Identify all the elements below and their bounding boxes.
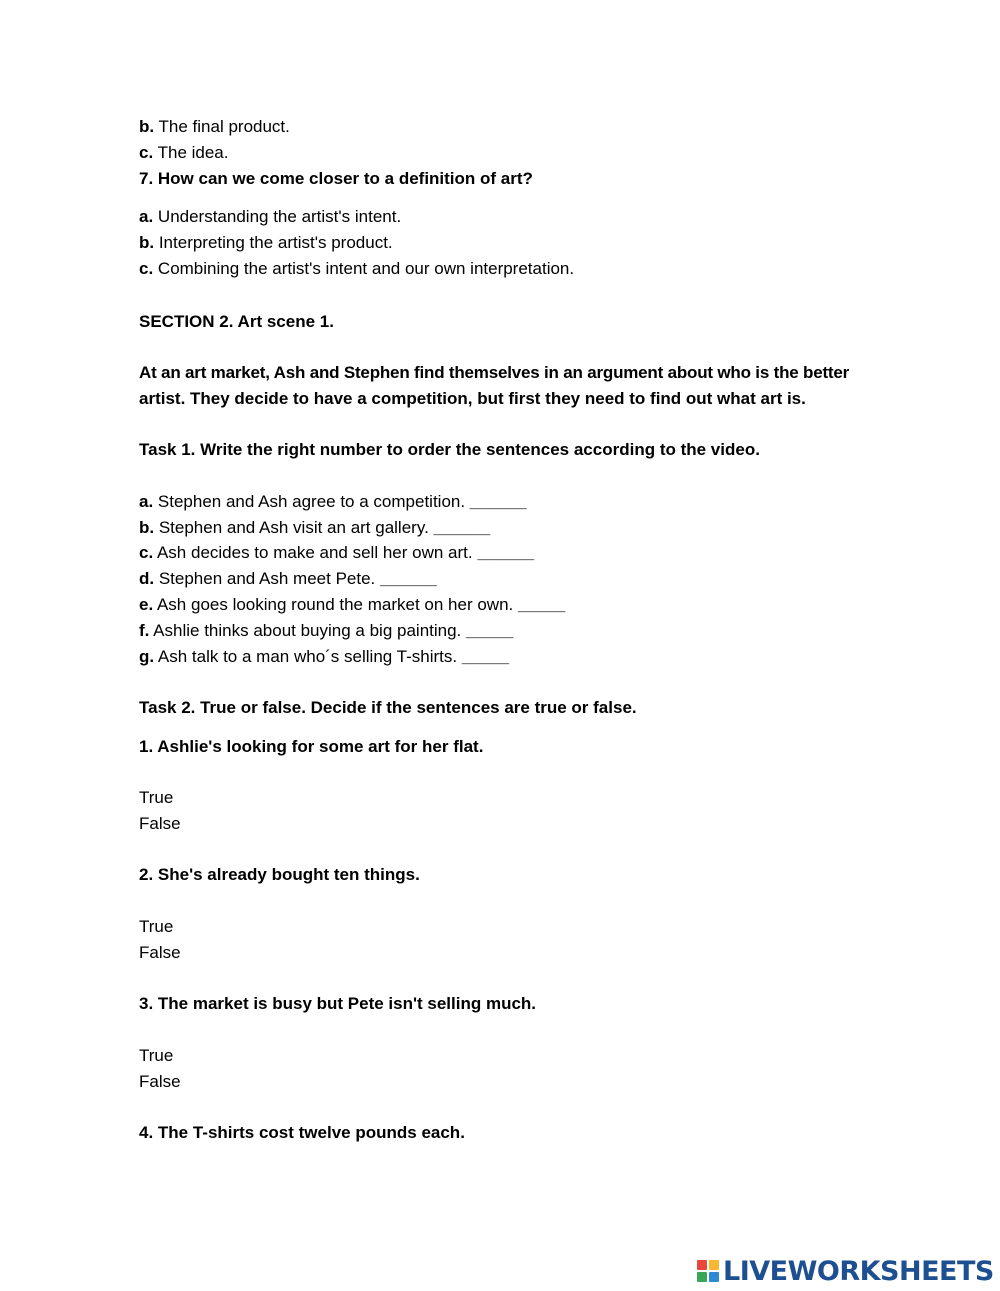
answer-blank[interactable]: _____ <box>461 647 510 666</box>
q7-option-c <box>139 258 574 280</box>
answer-blank[interactable]: ______ <box>477 543 535 562</box>
item-letter: e. <box>139 595 154 614</box>
item-text: Ashlie thinks about buying a big painting. <box>149 621 466 640</box>
logo-text: LIVEWORKSHEETS <box>723 1255 994 1287</box>
option-text: The idea. <box>153 143 229 162</box>
liveworksheets-logo <box>697 1255 994 1287</box>
answer-blank[interactable]: _____ <box>517 595 566 614</box>
item-text: Stephen and Ash meet Pete. <box>154 569 380 588</box>
q6-option-c <box>139 142 228 164</box>
item-letter: c. <box>139 543 154 562</box>
q7-question: 7. How can we come closer to a definition of art? <box>139 169 533 188</box>
task1-item-a <box>139 491 527 513</box>
false-option[interactable]: False <box>139 814 181 833</box>
option-text: Combining the artist's intent and our own interpretation. <box>153 259 575 278</box>
task1-item-b <box>139 517 490 539</box>
task1-title: Task 1. Write the right number to order the sentences according to the video. <box>139 440 760 459</box>
answer-blank[interactable]: _____ <box>466 621 514 640</box>
logo-block <box>709 1260 719 1270</box>
option-letter: b. <box>139 117 155 136</box>
option-text: Understanding the artist's intent. <box>153 207 402 226</box>
item-text: Ash talk to a man who´s selling T-shirts. <box>154 647 462 666</box>
task1-item-f <box>139 620 513 642</box>
option-text: Interpreting the artist's product. <box>154 233 393 252</box>
section2-intro-line2: artist. They decide to have a competition, but first they need to find out what art is. <box>139 389 806 408</box>
task1-item-d <box>139 568 437 590</box>
item-letter: b. <box>139 518 155 537</box>
false-option[interactable]: False <box>139 1072 181 1091</box>
true-option[interactable]: True <box>139 788 174 807</box>
q7-option-a <box>139 206 401 228</box>
task2-question-2: 2. She's already bought ten things. <box>139 865 420 884</box>
answer-blank[interactable]: ______ <box>469 492 527 511</box>
section2-heading: SECTION 2. Art scene 1. <box>139 312 334 331</box>
logo-block <box>697 1272 707 1282</box>
task2-question-4: 4. The T-shirts cost twelve pounds each. <box>139 1123 465 1142</box>
task2-question-3: 3. The market is busy but Pete isn't selling much. <box>139 994 537 1013</box>
logo-blocks-icon <box>697 1260 719 1282</box>
q7-option-b <box>139 232 393 254</box>
q6-option-b <box>139 116 290 138</box>
item-text: Ash goes looking round the market on her own. <box>153 595 518 614</box>
option-letter: a. <box>139 207 154 226</box>
item-letter: g. <box>139 647 155 666</box>
option-text: The final product. <box>154 117 290 136</box>
item-text: Stephen and Ash visit an art gallery. <box>154 518 434 537</box>
item-text: Stephen and Ash agree to a competition. <box>153 492 470 511</box>
task1-item-c <box>139 542 534 564</box>
answer-blank[interactable]: ______ <box>380 569 437 588</box>
logo-block <box>697 1260 707 1270</box>
false-option[interactable]: False <box>139 943 181 962</box>
option-letter: c. <box>139 143 154 162</box>
item-letter: f. <box>139 621 150 640</box>
task1-item-e <box>139 594 565 616</box>
logo-block <box>709 1272 719 1282</box>
true-option[interactable]: True <box>139 1046 174 1065</box>
task2-question-1: 1. Ashlie's looking for some art for her flat. <box>139 737 484 756</box>
true-option[interactable]: True <box>139 917 174 936</box>
item-letter: a. <box>139 492 154 511</box>
option-letter: b. <box>139 233 155 252</box>
section2-intro-line1: At an art market, Ash and Stephen find themselves in an argument about who is the better <box>139 363 850 382</box>
item-letter: d. <box>139 569 155 588</box>
task2-title: Task 2. True or false. Decide if the sentences are true or false. <box>139 698 637 717</box>
task1-item-g <box>139 646 509 668</box>
item-text: Ash decides to make and sell her own art. <box>153 543 478 562</box>
answer-blank[interactable]: ______ <box>433 518 491 537</box>
option-letter: c. <box>139 259 154 278</box>
